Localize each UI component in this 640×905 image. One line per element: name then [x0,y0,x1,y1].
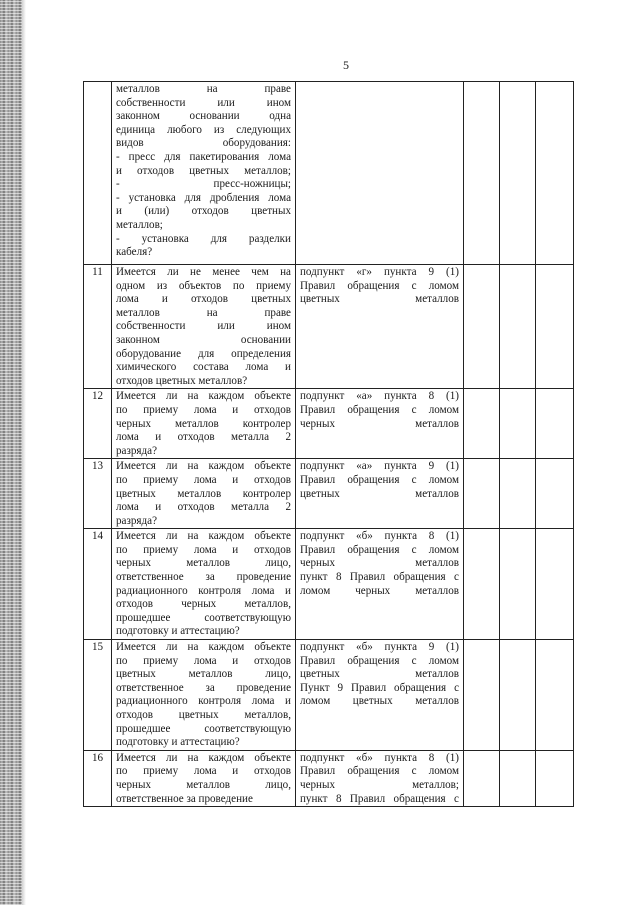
reference-line: Правил обращения с ломом [300,765,459,778]
reference-line: подпункт «а» пункта 9 (1) [300,460,459,473]
table-row [84,82,574,265]
reference-line: Правил обращения с ломом [300,543,459,556]
reference-line: черных металлов [300,557,459,570]
question-line: по приему лома и отходов [116,403,291,416]
answer-no-cell[interactable] [500,529,536,640]
question-line: металлов на праве [116,83,291,95]
answer-na-cell[interactable] [536,265,574,389]
reference-cell [296,82,464,265]
question-line: и отходов цветных металлов; [116,164,291,177]
question-line: радиационного контроля лома и [116,695,291,708]
answer-no-cell[interactable] [500,750,536,806]
row-number: 11 [84,265,112,389]
reference-cell [296,640,464,751]
reference-line: ломом цветных металлов [300,695,459,708]
answer-no-cell[interactable] [500,640,536,751]
question-cell [112,389,296,459]
question-line: по приему лома и отходов [116,473,291,486]
reference-line: ломом черных металлов [300,584,459,597]
question-line: по приему лома и отходов [116,543,291,556]
question-line: цветных металлов лицо, [116,668,291,681]
row-number: 16 [84,750,112,806]
reference-cell [296,750,464,806]
question-line: - пресс-ножницы; [116,178,291,191]
question-line: одном из объектов по приему [116,279,291,292]
question-cell [112,750,296,806]
scan-binding-edge [0,0,22,905]
question-cell [112,459,296,529]
question-line: оборудование для определения [116,347,291,360]
question-line: подготовку и аттестацию? [116,625,240,638]
reference-line: подпункт «б» пункта 8 (1) [300,751,459,764]
reference-line: Правил обращения с ломом [300,473,459,486]
reference-line: черных металлов [300,417,459,430]
question-line: - установка для разделки [116,232,291,245]
reference-line: Правил обращения с ломом [300,403,459,416]
question-line: отходов черных металлов, [116,598,291,611]
question-line: отходов цветных металлов, [116,709,291,721]
question-line: химического состава лома и [116,361,291,374]
reference-line: цветных металлов [300,668,459,681]
answer-yes-cell[interactable] [464,82,500,265]
reference-line: Правил обращения с ломом [300,654,459,667]
table-row [84,529,574,640]
question-line: прошедшее соответствующую [116,722,291,735]
question-line: черных металлов контролер [116,417,291,430]
question-line: Имеется ли не менее чем на [116,266,291,278]
question-line: лома и отходов металла 2 [116,431,291,444]
reference-line: Пункт 9 Правил обращения с [300,681,459,694]
answer-na-cell[interactable] [536,640,574,751]
reference-line: цветных металлов [300,487,459,500]
answer-yes-cell[interactable] [464,265,500,389]
question-line: черных металлов лицо, [116,778,291,791]
answer-na-cell[interactable] [536,389,574,459]
question-line: по приему лома и отходов [116,765,291,778]
table-row [84,265,574,389]
answer-no-cell[interactable] [500,82,536,265]
reference-line: цветных металлов [300,293,459,306]
question-line: прошедшее соответствующую [116,611,291,624]
question-line: законном основании [116,333,291,346]
question-line: Имеется ли на каждом объекте [116,751,291,764]
question-line: лома и отходов металла 2 [116,501,291,514]
question-cell [112,640,296,751]
question-line: - установка для дробления лома [116,191,291,204]
question-line: отходов цветных металлов? [116,374,248,387]
reference-cell [296,389,464,459]
question-line: собственности или ином [116,96,291,109]
answer-yes-cell[interactable] [464,389,500,459]
page-number: 5 [343,58,349,72]
row-number: 14 [84,529,112,640]
reference-line: подпункт «б» пункта 8 (1) [300,530,459,543]
question-line: видов оборудования: [116,137,291,150]
question-cell [112,529,296,640]
requirements-table [83,81,574,807]
question-cell [112,82,296,265]
question-line: законном основании одна [116,110,291,123]
reference-cell [296,459,464,529]
answer-no-cell[interactable] [500,265,536,389]
question-line: по приему лома и отходов [116,654,291,667]
answer-yes-cell[interactable] [464,750,500,806]
question-line: и (или) отходов цветных [116,205,291,218]
reference-line: черных металлов; [300,778,459,791]
question-line: разряда? [116,514,157,527]
reference-cell [296,265,464,389]
answer-no-cell[interactable] [500,389,536,459]
question-line: - пресс для пакетирования лома [116,150,291,163]
table-row [84,389,574,459]
question-line: радиационного контроля лома и [116,584,291,597]
answer-na-cell[interactable] [536,82,574,265]
answer-yes-cell[interactable] [464,529,500,640]
row-number: 13 [84,459,112,529]
question-line: черных металлов лицо, [116,557,291,570]
reference-line: Правил обращения с ломом [300,279,459,292]
reference-line: подпункт «а» пункта 8 (1) [300,390,459,403]
answer-na-cell[interactable] [536,529,574,640]
row-number: 12 [84,389,112,459]
question-line: Имеется ли на каждом объекте [116,641,291,654]
question-line: Имеется ли на каждом объекте [116,460,291,473]
answer-na-cell[interactable] [536,750,574,806]
question-line: разряда? [116,444,157,457]
question-line: единица любого из следующих [116,123,291,136]
question-line: собственности или ином [116,320,291,333]
question-line: кабеля? [116,246,153,259]
table-row [84,459,574,529]
question-line: цветных металлов контролер [116,487,291,500]
answer-na-cell[interactable] [536,459,574,529]
table-row [84,750,574,806]
table-row [84,640,574,751]
reference-line: пункт 8 Правил обращения с [300,571,459,584]
answer-no-cell[interactable] [500,459,536,529]
question-line: Имеется ли на каждом объекте [116,390,291,403]
question-line: ответственное за проведение [116,681,291,694]
question-line: металлов на праве [116,306,291,319]
question-line: подготовку и аттестацию? [116,736,240,749]
reference-line: подпункт «г» пункта 9 (1) [300,266,459,278]
row-number [84,82,112,265]
question-line: Имеется ли на каждом объекте [116,530,291,543]
row-number: 15 [84,640,112,751]
reference-cell [296,529,464,640]
answer-yes-cell[interactable] [464,459,500,529]
question-line: ответственное за проведение [116,792,253,805]
question-line: металлов; [116,218,163,231]
question-line: ответственное за проведение [116,571,291,584]
reference-line: подпункт «б» пункта 9 (1) [300,641,459,654]
answer-yes-cell[interactable] [464,640,500,751]
reference-line: пункт 8 Правил обращения с [300,792,459,805]
question-cell [112,265,296,389]
question-line: лома и отходов цветных [116,293,291,306]
